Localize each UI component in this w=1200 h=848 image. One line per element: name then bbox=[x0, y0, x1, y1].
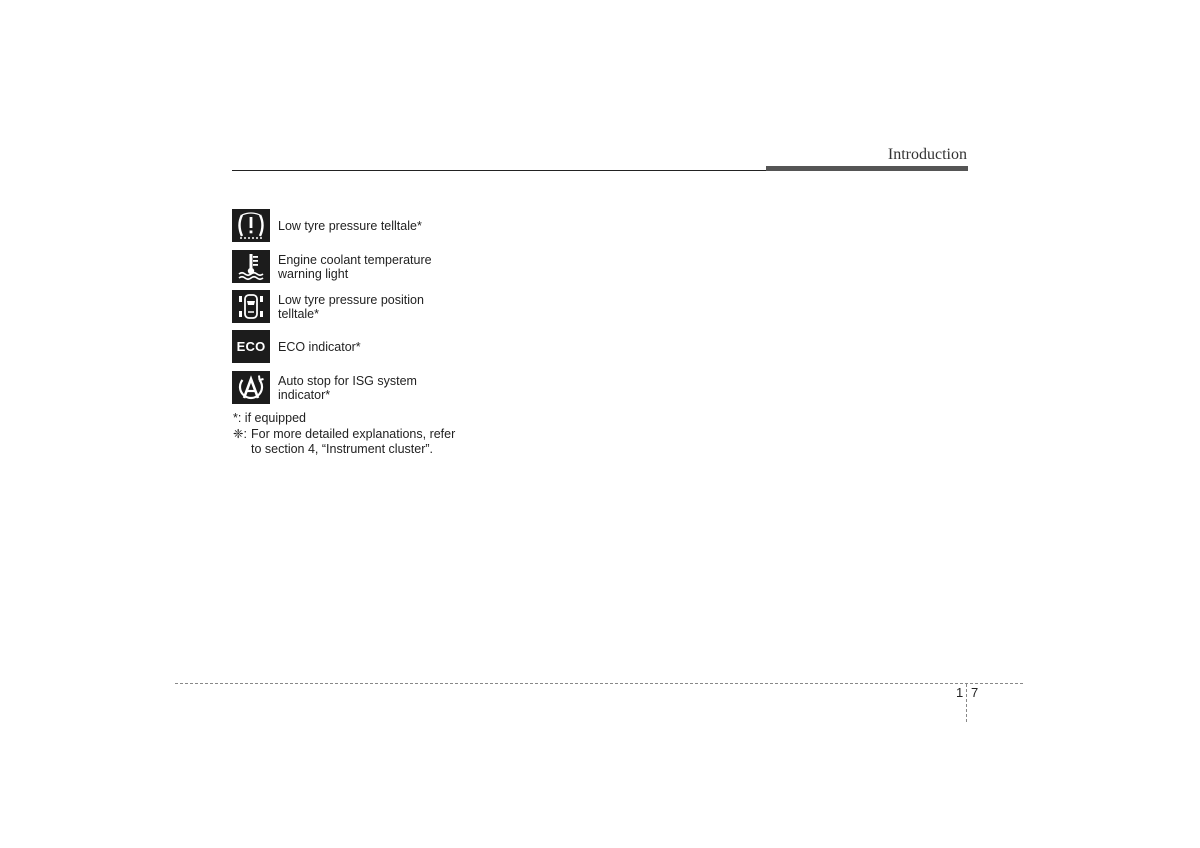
indicator-item-tyre-position bbox=[232, 290, 492, 323]
tyre-pressure-icon bbox=[232, 209, 270, 242]
indicator-label: Low tyre pressure telltale* bbox=[278, 218, 422, 233]
auto-stop-icon bbox=[232, 371, 270, 404]
indicator-label: Auto stop for ISG system indicator* bbox=[278, 373, 417, 402]
tyre-position-icon bbox=[232, 290, 270, 323]
indicator-label: ECO indicator* bbox=[278, 339, 361, 354]
coolant-temperature-icon bbox=[232, 250, 270, 283]
indicator-item-auto-stop bbox=[232, 371, 492, 404]
indicator-item-tyre-pressure bbox=[232, 209, 492, 242]
indicator-label: Low tyre pressure position telltale* bbox=[278, 292, 424, 321]
eco-icon: ECO bbox=[232, 330, 270, 363]
section-number: 1 bbox=[956, 685, 964, 700]
footer-divider bbox=[966, 684, 967, 722]
indicator-label: Engine coolant temperature warning light bbox=[278, 252, 432, 281]
page-number: 7 bbox=[971, 685, 979, 700]
header-accent-bar bbox=[766, 166, 968, 171]
footer-rule bbox=[175, 683, 1023, 684]
indicator-item-coolant-temperature bbox=[232, 250, 492, 283]
note-more-details: ❈: For more detailed explanations, refer to section 4, “Instrument cluster”. bbox=[233, 427, 456, 456]
page-header-title: Introduction bbox=[887, 146, 967, 163]
indicator-item-eco bbox=[232, 330, 492, 363]
note-symbol: ❈: bbox=[233, 427, 247, 441]
note-if-equipped: *: if equipped bbox=[233, 411, 306, 425]
